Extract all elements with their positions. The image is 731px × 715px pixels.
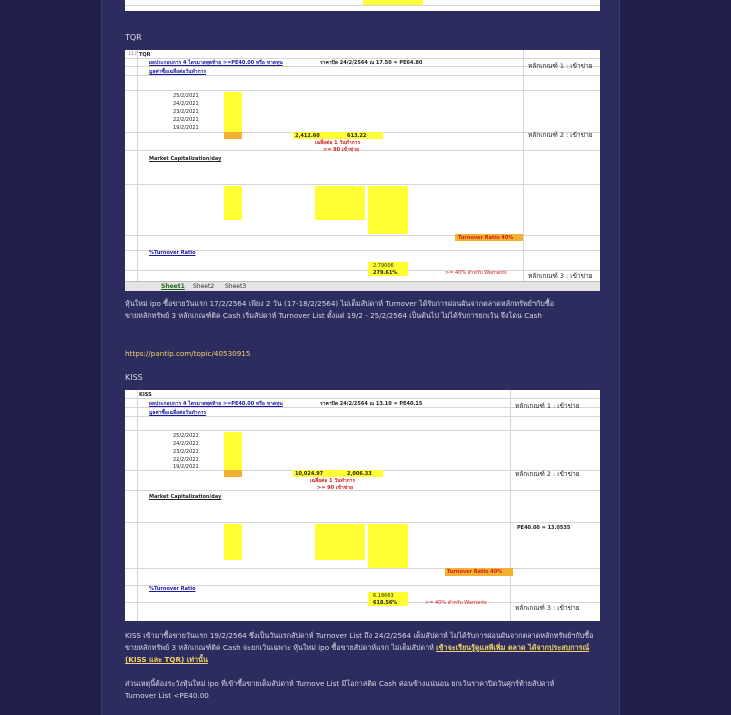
kiss-row-d: %Turnover Ratio xyxy=(149,586,196,592)
tqr-spreadsheet-image: 117 TQR ผลประกอบการ 4 ไตรมาสสุดท้าย >=PE40.00 หรือ ขาดทุน ราคาปิด 24/2/2564 ณ 17.50 = PE64.80 มูลค่าซื้อเฉลี่ยต่อวันทำการ หลักเกณฑ์ 1 : เข้าข่าย 25/2/2021 24/2/2021 23/2/2021 22/2/2021 19/2/2021 2,412.60 613.22 หลักเกณฑ์ 2 : เข้าข่าย เฉลี่ยต่อ 1 วันทำการ >= 90 เข้าข่าย Market Capitalization/day Turnover Ratio 40% %Turnover Ratio 2.79006 279.61% >= 40% สำหรับ Warrants หลักเกณฑ์ 3 : เข้าข่าย Sheet1 Sheet2 Sheet3 xyxy=(125,50,600,291)
tqr-row-c: Market Capitalization/day xyxy=(149,156,222,162)
kiss-ratio-note: >= 40% สำหรับ Warrants xyxy=(425,600,487,606)
kiss-criteria-3: หลักเกณฑ์ 3 : เข้าข่าย xyxy=(515,604,580,612)
previous-spreadsheet-image xyxy=(125,0,600,11)
tab-sheet3[interactable]: Sheet3 xyxy=(225,283,247,290)
kiss-spreadsheet-image: KISS ผลประกอบการ 4 ไตรมาสสุดท้าย >=PE40.00 หรือ ขาดทุน ราคาปิด 24/2/2564 ณ 13.10 = PE40.15 มูลค่าซื้อเฉลี่ยต่อวันทำการ หลักเกณฑ์ 1 : เข้าข่าย 25/2/2021 24/2/2021 23/2/2021 22/2/2021 19/2/2021 10,024.97 2,006.33 หลักเกณฑ์ 2 : เข้าข่าย เฉลี่ยต่อ 1 วันทำการ >= 90 เข้าข่าย Market Capitalization/day PE40.00 = 13.0535 Turnover Ratio 40% %Turnover Ratio 6.18663 618.56% >= 40% สำหรับ Warrants หลักเกณฑ์ 3 : เข้าข่าย xyxy=(125,390,600,621)
tqr-ratio-1: 2.79006 xyxy=(373,263,394,269)
kiss-row-b: มูลค่าซื้อเฉลี่ยต่อวันทำการ xyxy=(149,410,207,416)
kiss-ratio-2: 618.56% xyxy=(373,600,398,606)
tqr-description: หุ้นใหม่ ipo ซื้อขายวันแรก 17/2/2564 เพียง 2 วัน (17-18/2/2564) ไม่เต็มสัปดาห์ Turnover ได้รับการผ่อนผันจากตลาดหลักทรัพย์ฯกับซื้อขายหลักทรัพย์ 3 หลักเกณฑ์ติด Cash เริ่มสัปดาห์ Turnover List ตั้งแต่ 19/2 - 25/2/2564 เป็นต้นไป ไม่ได้รับการยกเว้น จึงโดน Cash xyxy=(125,299,555,320)
kiss-avg-note: เฉลี่ยต่อ 1 วันทำการ xyxy=(310,478,356,484)
kiss-highlight-text: เข้าจะเรียนรู้ดูแลพีเพิ่ม ตลาด ได้จากประสบการณ์ (KISS และ TQR) เท่านั้น xyxy=(125,643,590,664)
tab-sheet2[interactable]: Sheet2 xyxy=(193,283,215,290)
kiss-pe-note: PE40.00 = 13.0535 xyxy=(517,525,571,531)
kiss-criteria-1: หลักเกณฑ์ 1 : เข้าข่าย xyxy=(515,402,580,410)
kiss-turnover-pct: Turnover Ratio 40% xyxy=(447,569,503,575)
tqr-row-b: มูลค่าซื้อเฉลี่ยต่อวันทำการ xyxy=(149,69,207,75)
tqr-ratio-note: >= 40% สำหรับ Warrants xyxy=(445,270,507,276)
tqr-row-d: %Turnover Ratio xyxy=(149,250,196,256)
kiss-description: KISS เข้ามาซื้อขายวันแรก 19/2/2564 ซึ่งเป็นวันแรกสัปดาห์ Turnover List ถึง 24/2/2564 เต็มสัปดาห์ ไม่ได้รับการผ่อนผันจากตลาดหลักทรัพย์ฯกับซื้อขายหลักทรัพย์ 3 หลักเกณฑ์ติด Cash จะยกเว้นเฉพาะ หุ้นใหม่ ipo ซื้อขายสัปดาห์แรก ไม่เต็มสัปดาห์ เข้าจะเรียนรู้ดูแลพีเพิ่ม ตลาด ได้จากประสบการณ์ (KISS และ TQR) เท่านั้น xyxy=(125,631,594,664)
kiss-price-note: ราคาปิด 24/2/2564 ณ 13.10 = PE40.15 xyxy=(320,401,423,407)
tqr-turnover-pct: Turnover Ratio 40% xyxy=(458,235,514,241)
kiss-row-a: ผลประกอบการ 4 ไตรมาสสุดท้าย >=PE40.00 หรือ ขาดทุน xyxy=(149,401,283,407)
tqr-criteria-1: หลักเกณฑ์ 1 : เข้าข่าย xyxy=(528,62,593,70)
pantip-link[interactable]: https://pantip.com/topic/40530915 xyxy=(125,349,251,358)
kiss-threshold: >= 90 เข้าข่าย xyxy=(317,485,353,491)
tqr-avg-note: เฉลี่ยต่อ 1 วันทำการ xyxy=(315,140,361,146)
tqr-criteria-2: หลักเกณฑ์ 2 : เข้าข่าย xyxy=(528,131,593,139)
tab-sheet1[interactable]: Sheet1 xyxy=(161,283,185,290)
ipo-warning-text: ส่วนเหตุนี้ต้องระวังหุ้นใหม่ ipo ที่เข้าซื้อขายเต็มสัปดาห์ Turnove List มีโอกาสติด Cash ค่อนข้างแน่นอน ยกเว้นราคาปิดวันศุกร์ท้ายสัปดาห์ Turnover List <PE40.00 xyxy=(125,679,555,700)
tqr-criteria-3: หลักเกณฑ์ 3 : เข้าข่าย xyxy=(528,272,593,280)
section-label-kiss: KISS xyxy=(125,373,143,382)
kiss-criteria-2: หลักเกณฑ์ 2 : เข้าข่าย xyxy=(515,470,580,478)
tqr-avg-value: 613.22 xyxy=(347,133,367,139)
tqr-price-note: ราคาปิด 24/2/2564 ณ 17.50 = PE64.80 xyxy=(320,60,423,66)
kiss-row-c: Market Capitalization/day xyxy=(149,494,222,500)
tqr-sheet-tabs xyxy=(125,281,600,291)
section-label-tqr: TQR xyxy=(125,33,142,42)
tqr-ratio-2: 279.61% xyxy=(373,270,398,276)
kiss-avg-value: 2,006.33 xyxy=(347,471,372,477)
post-content xyxy=(101,0,620,715)
tqr-row-a: ผลประกอบการ 4 ไตรมาสสุดท้าย >=PE40.00 หรือ ขาดทุน xyxy=(149,60,283,66)
kiss-total-value: 10,024.97 xyxy=(295,471,324,477)
tqr-threshold: >= 90 เข้าข่าย xyxy=(323,147,359,153)
tqr-total-value: 2,412.60 xyxy=(295,133,320,139)
kiss-ratio-1: 6.18663 xyxy=(373,593,394,599)
